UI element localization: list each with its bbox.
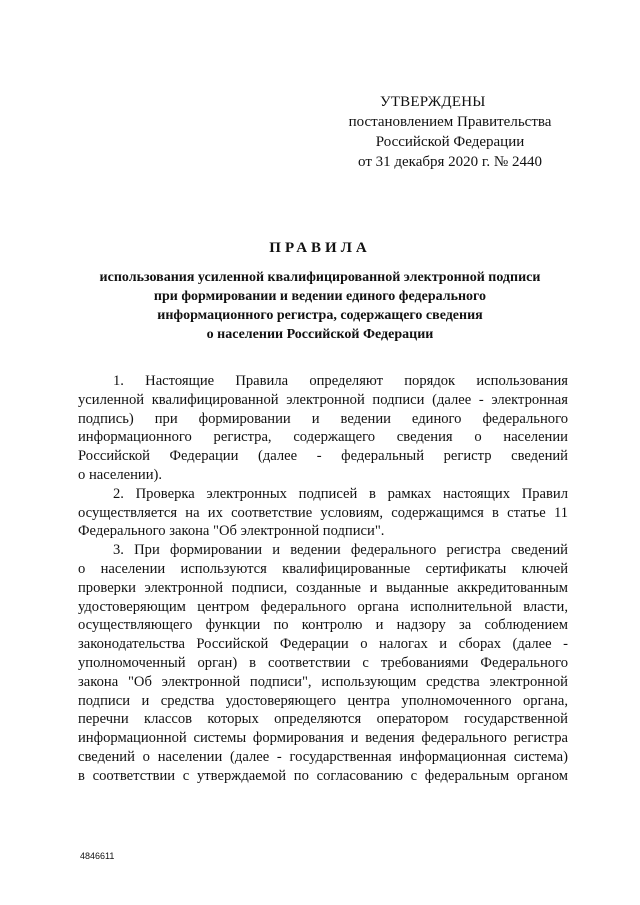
paragraph-3	[78, 541, 568, 785]
approval-stamp	[330, 92, 570, 172]
text-line: 2. Проверка электронных подписей в рамках настоящих Правил	[113, 485, 568, 502]
text-line: осуществляющего функции по контролю и надзору за соблюдением	[78, 617, 568, 634]
text-line: подписи и средства удостоверяющего центра уполномоченного органа,	[78, 692, 568, 709]
text-line: Российской Федерации (далее - федеральный регистр сведений	[78, 448, 568, 465]
subtitle-line: о населении Российской Федерации	[206, 327, 434, 342]
text-line: законодательства Российской Федерации о налогах и сборах (далее -	[78, 636, 568, 653]
document-code: 4846611	[80, 851, 115, 861]
text-line: проверки электронной подписи, созданные и выданные аккредитованным	[78, 579, 568, 596]
subtitle-line: информационного регистра, содержащего сведения	[157, 308, 483, 323]
text-line: Федерального закона "Об электронной подписи".	[78, 523, 385, 540]
text-line: удостоверяющим центром федерального органа исполнительной власти,	[78, 598, 568, 615]
document-title: ПРАВИЛА	[269, 240, 371, 256]
text-line: уполномоченный орган) в соответствии с требованиями Федерального	[78, 654, 568, 671]
text-line: 1. Настоящие Правила определяют порядок использования	[113, 373, 568, 389]
text-line: информационной системы формирования и ведения федерального регистра	[78, 730, 568, 747]
text-line: закона "Об электронной подписи", использующим средства электронной	[78, 673, 568, 690]
text-line: подпись) при формировании и ведении единого федерального	[78, 410, 568, 427]
text-line: перечни классов которых определяются оператором государственной	[78, 711, 568, 728]
text-line: о населении).	[78, 466, 163, 483]
approval-line-3: от 31 декабря 2020 г. № 2440	[358, 154, 542, 170]
document-subtitle	[70, 268, 570, 344]
paragraph-2	[78, 485, 568, 541]
subtitle-line: при формировании и ведении единого федерального	[153, 289, 487, 304]
approval-line-1: постановлением Правительства	[348, 114, 552, 130]
approval-heading: УТВЕРЖДЕНЫ	[380, 94, 486, 110]
approval-line-2: Российской Федерации	[375, 134, 525, 150]
text-line: в соответствии с утверждаемой по согласованию с федеральным органом	[78, 767, 568, 784]
text-line: информационного регистра, содержащего сведения о населении	[78, 429, 568, 446]
text-line: осуществляется на их соответствие условиям, содержащимся в статье 11	[78, 504, 568, 521]
text-line: о населении используются квалифицированные сертификаты ключей	[78, 560, 568, 577]
text-line: 3. При формировании и ведении федерального регистра сведений	[113, 542, 568, 559]
text-line: сведений о населении (далее - государственная информационная система)	[78, 748, 568, 765]
subtitle-line: использования усиленной квалифицированной электронной подписи	[99, 270, 541, 285]
document-body	[78, 372, 568, 786]
paragraph-1	[78, 372, 568, 485]
text-line: усиленной квалифицированной электронной подписи (далее - электронная	[78, 391, 568, 408]
